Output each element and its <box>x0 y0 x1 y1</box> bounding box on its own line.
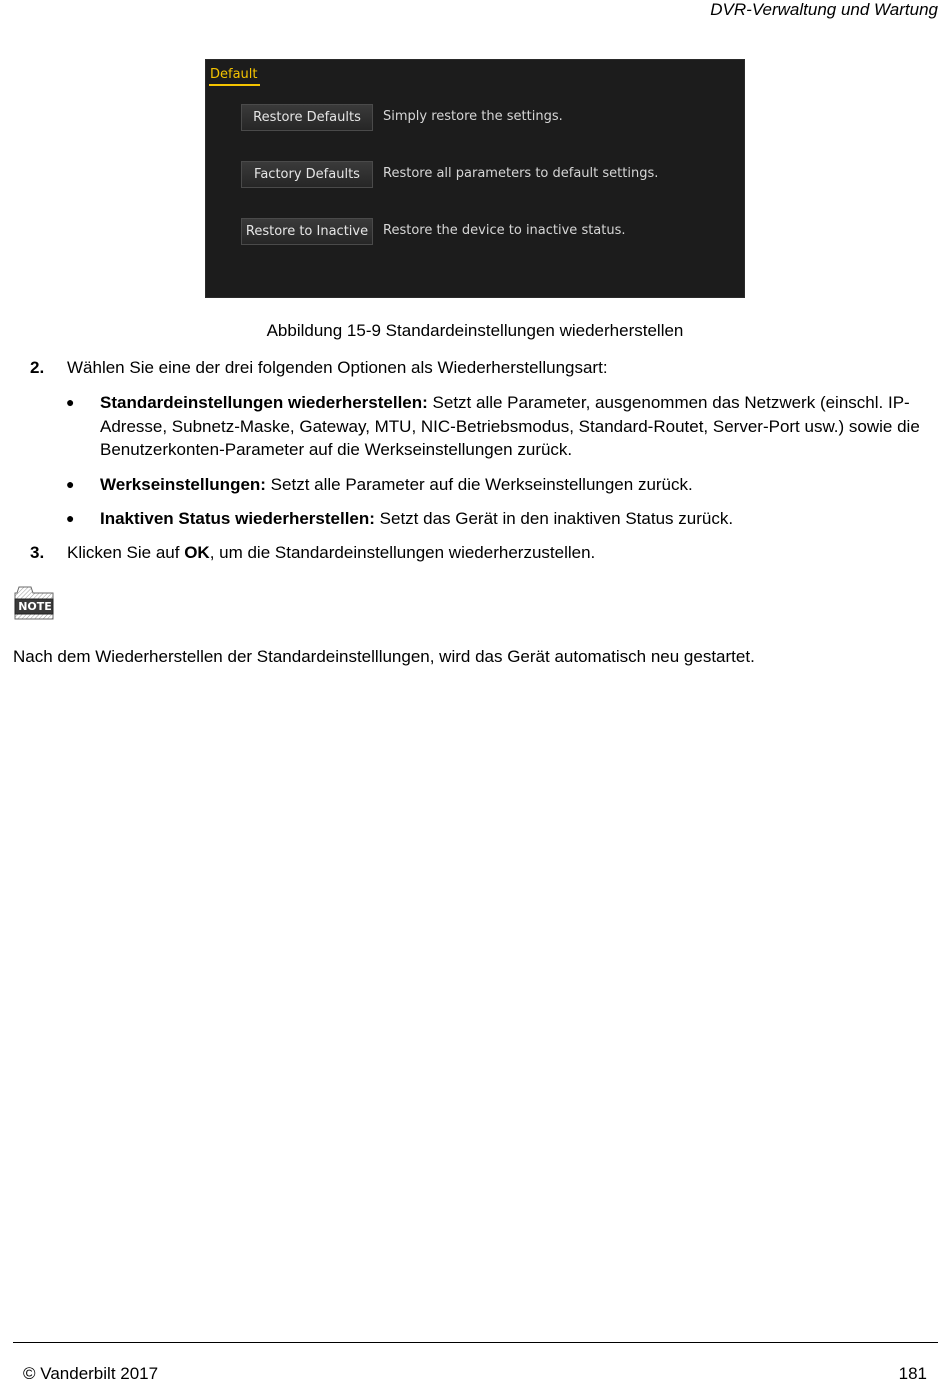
bullet-term: Werkseinstellungen: <box>100 475 266 494</box>
footer-divider <box>13 1342 938 1343</box>
page-number: 181 <box>898 1364 927 1383</box>
step-number: 2. <box>30 358 45 377</box>
ok-term: OK <box>184 543 210 562</box>
footer-copyright: © Vanderbilt 2017 <box>23 1364 159 1383</box>
page-header: DVR-Verwaltung und Wartung <box>710 0 938 19</box>
bullet-description: Setzt alle Parameter, ausgenommen das Netzwerk (einschl. IP-Adresse, Subnetz-Maske, Gateway, MTU, NIC-Betriebsmodus, Standard-Routet, Server-Port usw.) sowie die Benutzerkonten-Parameter auf die Werkseinstellungen zurück. <box>100 393 920 459</box>
step-text <box>67 543 595 563</box>
bullet-description: Setzt das Gerät in den inaktiven Status zurück. <box>374 509 734 528</box>
bullet-term: Inaktiven Status wiederherstellen: <box>100 509 375 528</box>
step-number: 3. <box>30 543 45 562</box>
bullet-term: Standardeinstellungen wiederherstellen: <box>100 393 428 412</box>
restore-to-inactive-button[interactable]: Restore to Inactive <box>241 218 373 245</box>
restore-defaults-button[interactable]: Restore Defaults <box>241 104 373 131</box>
note-icon-label: NOTE <box>18 600 52 613</box>
bullet-icon: ● <box>66 510 75 526</box>
bullet-text <box>100 473 938 497</box>
restore-defaults-description: Simply restore the settings. <box>383 109 563 124</box>
note-icon <box>13 585 55 621</box>
step-text: Wählen Sie eine der drei folgenden Optionen als Wiederherstellungsart: <box>67 358 608 377</box>
step-text-after: , um die Standardeinstellungen wiederherzustellen. <box>209 543 596 562</box>
bullet-icon: ● <box>66 476 75 492</box>
step-text-before: Klicken Sie auf <box>67 543 185 562</box>
figure-caption: Abbildung 15-9 Standardeinstellungen wiederherstellen <box>266 321 684 340</box>
bullet-icon: ● <box>66 394 75 410</box>
factory-defaults-description: Restore all parameters to default settings. <box>383 166 659 181</box>
tab-default[interactable]: Default <box>209 67 260 86</box>
restore-to-inactive-description: Restore the device to inactive status. <box>383 223 626 238</box>
bullet-description: Setzt alle Parameter auf die Werkseinstellungen zurück. <box>265 475 693 494</box>
bullet-text <box>100 507 938 531</box>
bullet-text <box>100 391 938 462</box>
factory-defaults-button[interactable]: Factory Defaults <box>241 161 373 188</box>
note-text: Nach dem Wiederherstellen der Standardeinstelllungen, wird das Gerät automatisch neu gestartet. <box>13 647 755 666</box>
dvr-default-screenshot <box>205 59 745 298</box>
